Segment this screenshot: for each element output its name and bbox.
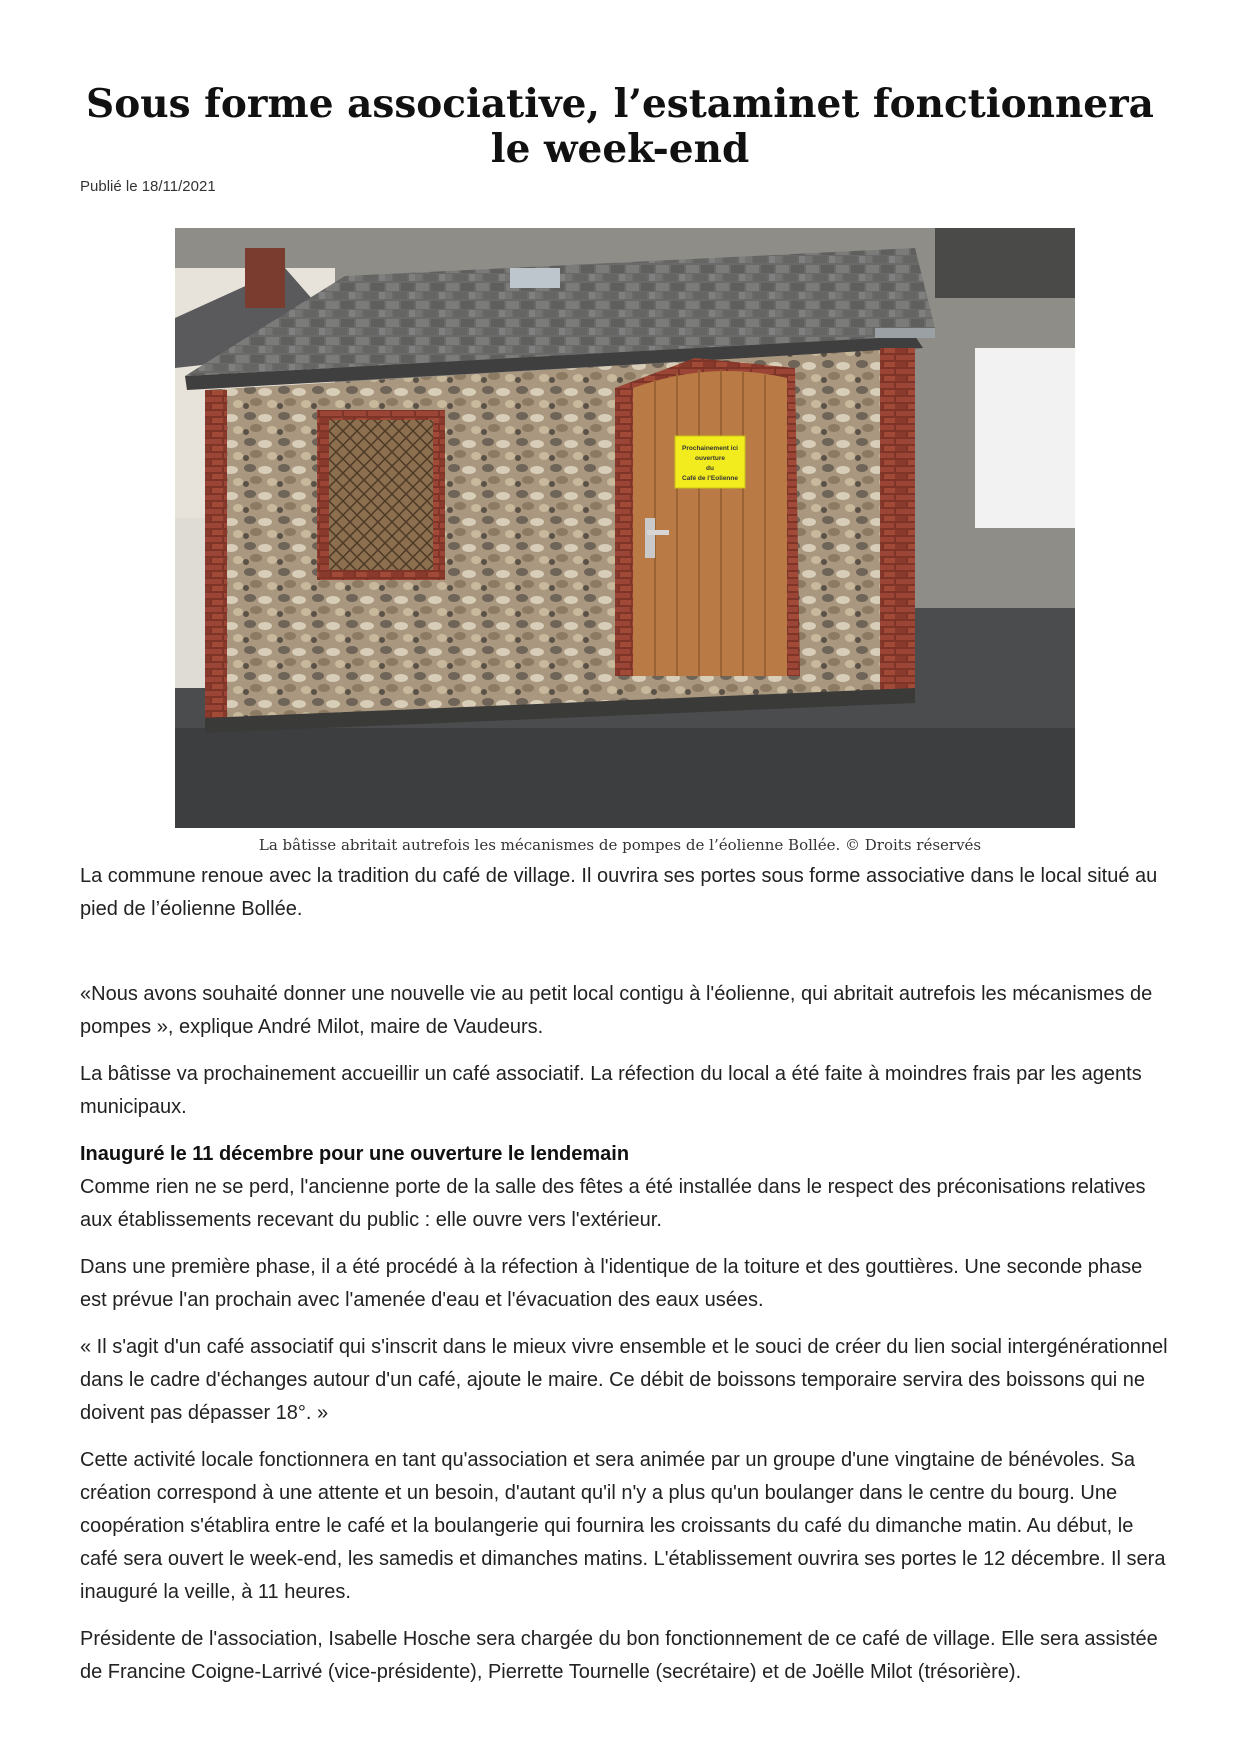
paragraph: Comme rien ne se perd, l'ancienne porte de la salle des fêtes a été installée dans le respect des préconisations relatives aux établissements recevant du public : elle ouvre vers l'extérieur.: [80, 1176, 1146, 1231]
paragraph: Cette activité locale fonctionnera en tant qu'association et sera animée par un groupe d'une vingtaine de bénévoles. Sa création correspond à une attente et un besoin, d'autant qu'il n'y a plus qu'un boulanger dans le centre du bourg. Une coopération s'établira entre le café et la boulangerie qui fournira les croissants du café du dimanche matin. Au début, le café sera ouvert le week-end, les samedis et dimanches matins. L'établissement ouvrira ses portes le 12 décembre. Il sera inauguré la veille, à 11 heures.: [80, 1449, 1166, 1603]
sign-line-4: Café de l’Eolienne: [682, 475, 738, 482]
article-title: Sous forme associative, l’estaminet fonctionnera le week-end: [86, 81, 1154, 173]
sign-line-2: ouverture: [695, 455, 725, 462]
article-body: [80, 860, 1170, 1703]
article-lead: La commune renoue avec la tradition du café de village. Il ouvrira ses portes sous forme associative dans le local situé au pied de l’éolienne Bollée.: [80, 865, 1158, 920]
paragraph: « Il s'agit d'un café associatif qui s'inscrit dans le mieux vivre ensemble et le souci de créer du lien social intergénérationnel dans le cadre d'échanges autour d'un café, ajoute le maire. Ce débit de boissons temporaire servira des boissons qui ne doivent pas dépasser 18°. »: [80, 1336, 1168, 1424]
image-caption: La bâtisse abritait autrefois les mécanismes de pompes de l’éolienne Bollée. © Droits réservés: [258, 836, 982, 854]
sign-line-3: du: [706, 465, 714, 472]
paragraph: Présidente de l'association, Isabelle Hosche sera chargée du bon fonctionnement de ce café de village. Elle sera assistée de Francine Coigne-Larrivé (vice-présidente), Pierrette Tournelle (secrétaire) et de Joëlle Milot (trésorière).: [80, 1628, 1158, 1683]
section-subheading: Inauguré le 11 décembre pour une ouverture le lendemain: [80, 1143, 630, 1165]
article-photo: [175, 228, 1075, 828]
paragraph: La bâtisse va prochainement accueillir un café associatif. La réfection du local a été faite à moindres frais par les agents municipaux.: [80, 1063, 1142, 1118]
paragraph: «Nous avons souhaité donner une nouvelle vie au petit local contigu à l'éolienne, qui abritait autrefois les mécanismes de pompes », explique André Milot, maire de Vaudeurs.: [80, 983, 1153, 1038]
publish-date: Publié le 18/11/2021: [80, 178, 216, 195]
building-photo-illustration: [175, 228, 1075, 828]
paragraph: Dans une première phase, il a été procédé à la réfection à l'identique de la toiture et des gouttières. Une seconde phase est prévue l'an prochain avec l'amenée d'eau et l'évacuation des eaux usées.: [80, 1256, 1143, 1311]
sign-line-1: Prochainement ici: [682, 445, 738, 452]
